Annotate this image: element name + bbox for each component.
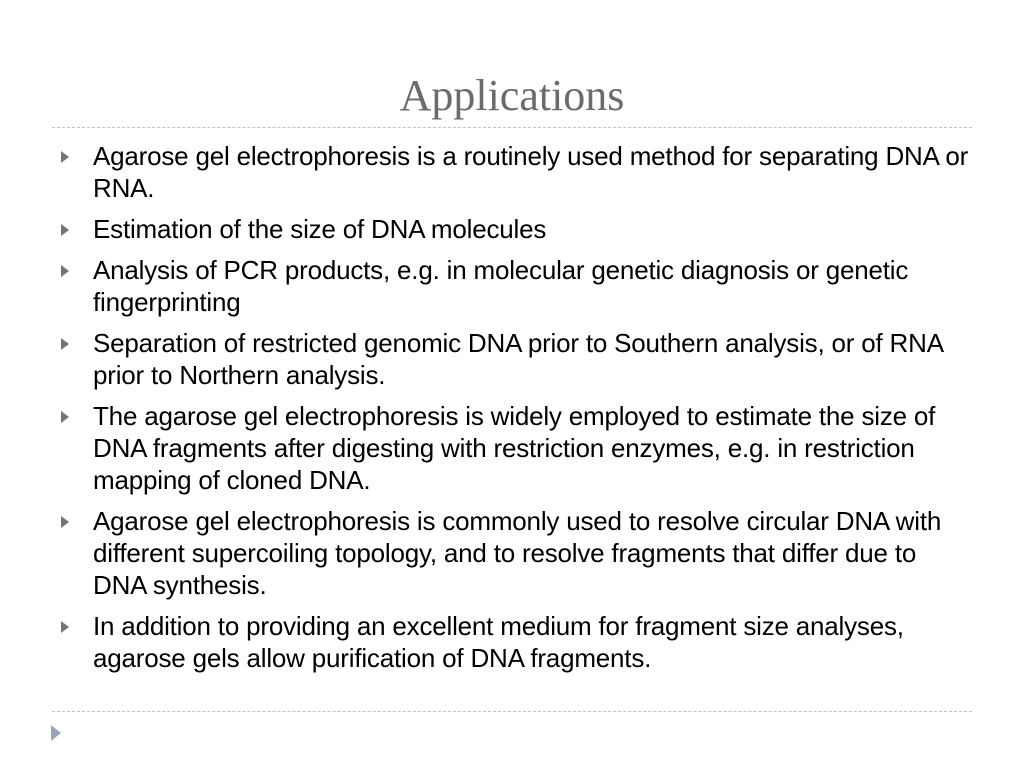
bullet-item	[60, 400, 972, 496]
triangle-right-icon	[61, 265, 69, 277]
bullet-item	[60, 505, 972, 601]
bullet-text: Estimation of the size of DNA molecules	[93, 214, 547, 244]
bullet-text: Agarose gel electrophoresis is a routinely used method for separating DNA or RNA.	[93, 141, 969, 203]
slide-title: Applications	[399, 71, 625, 120]
triangle-right-icon	[61, 224, 69, 236]
bullet-text: The agarose gel electrophoresis is widely employed to estimate the size of DNA fragments after digesting with restriction enzymes, e.g. in restriction mapping of cloned DNA.	[93, 401, 936, 495]
play-arrow-icon[interactable]	[51, 725, 61, 741]
bullet-item	[60, 327, 972, 391]
bullet-text: Agarose gel electrophoresis is commonly used to resolve circular DNA with different supercoiling topology, and to resolve fragments that differ due to DNA synthesis.	[93, 506, 942, 600]
bullet-item	[60, 140, 972, 204]
bullet-item	[60, 213, 972, 245]
bullet-item	[60, 610, 972, 674]
bullet-text: Analysis of PCR products, e.g. in molecular genetic diagnosis or genetic fingerprinting	[93, 255, 909, 317]
bullet-list	[60, 140, 972, 683]
bullet-text: In addition to providing an excellent medium for fragment size analyses, agarose gels allow purification of DNA fragments.	[93, 611, 904, 673]
title-divider	[52, 127, 972, 128]
triangle-right-icon	[61, 621, 69, 633]
bullet-text: Separation of restricted genomic DNA prior to Southern analysis, or of RNA prior to Northern analysis.	[93, 328, 943, 390]
triangle-right-icon	[61, 516, 69, 528]
bullet-item	[60, 254, 972, 318]
triangle-right-icon	[61, 338, 69, 350]
triangle-right-icon	[61, 411, 69, 423]
footer-divider	[52, 711, 972, 712]
triangle-right-icon	[61, 151, 69, 163]
